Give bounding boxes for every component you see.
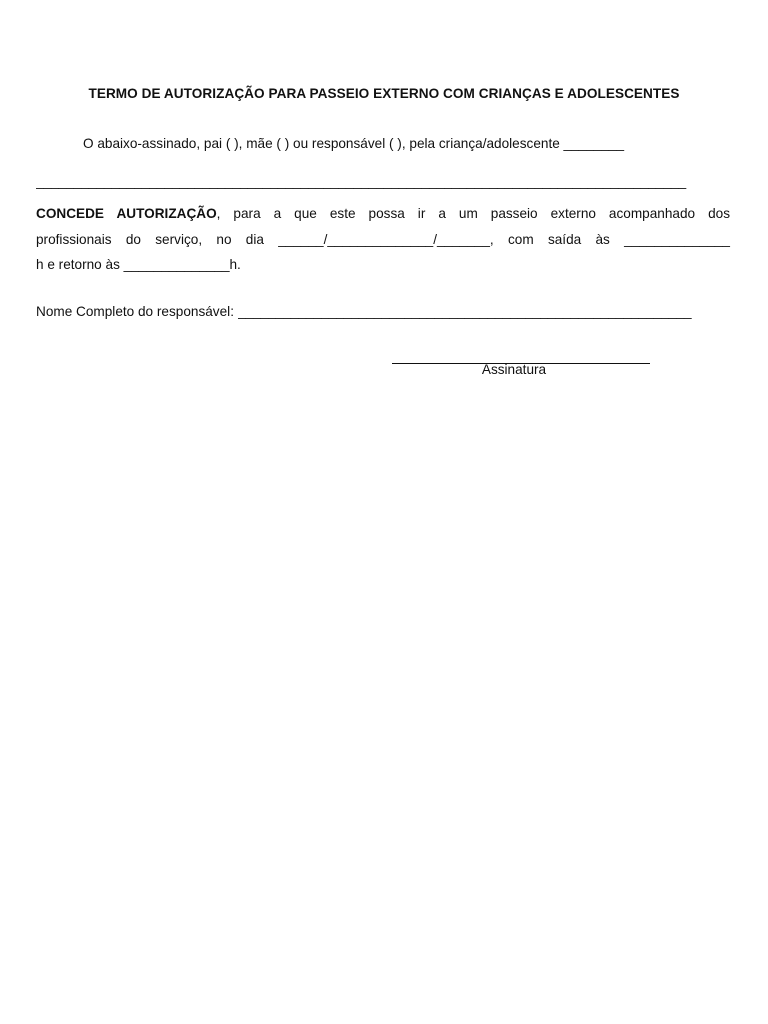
paragraph-line-1: [36, 201, 730, 227]
authorization-paragraph: [36, 201, 730, 278]
document-title: TERMO DE AUTORIZAÇÃO PARA PASSEIO EXTERNO COM CRIANÇAS E ADOLESCENTES: [88, 86, 680, 101]
intro-line: O abaixo-assinado, pai ( ), mãe ( ) ou responsável ( ), pela criança/adolescente ________: [83, 136, 625, 151]
responsible-name-row: [36, 304, 730, 319]
paragraph-line-3: h e retorno às ______________h.: [36, 257, 241, 272]
signature-label: Assinatura: [481, 362, 547, 377]
paragraph-line-2: profissionais do serviço, no dia ______/______________/_______, com saída às ______________: [36, 231, 730, 247]
full-width-blank-line: ______________________________________________________________________________________: [36, 174, 687, 189]
paragraph-line-1-text: , para a que este possa ir a um passeio externo acompanhado dos: [216, 206, 731, 221]
responsible-name-blank: ____________________________________________________________: [237, 304, 692, 319]
concede-autorizacao-heading: CONCEDE AUTORIZAÇÃO: [36, 206, 217, 221]
responsible-name-label: Nome Completo do responsável:: [36, 304, 234, 319]
